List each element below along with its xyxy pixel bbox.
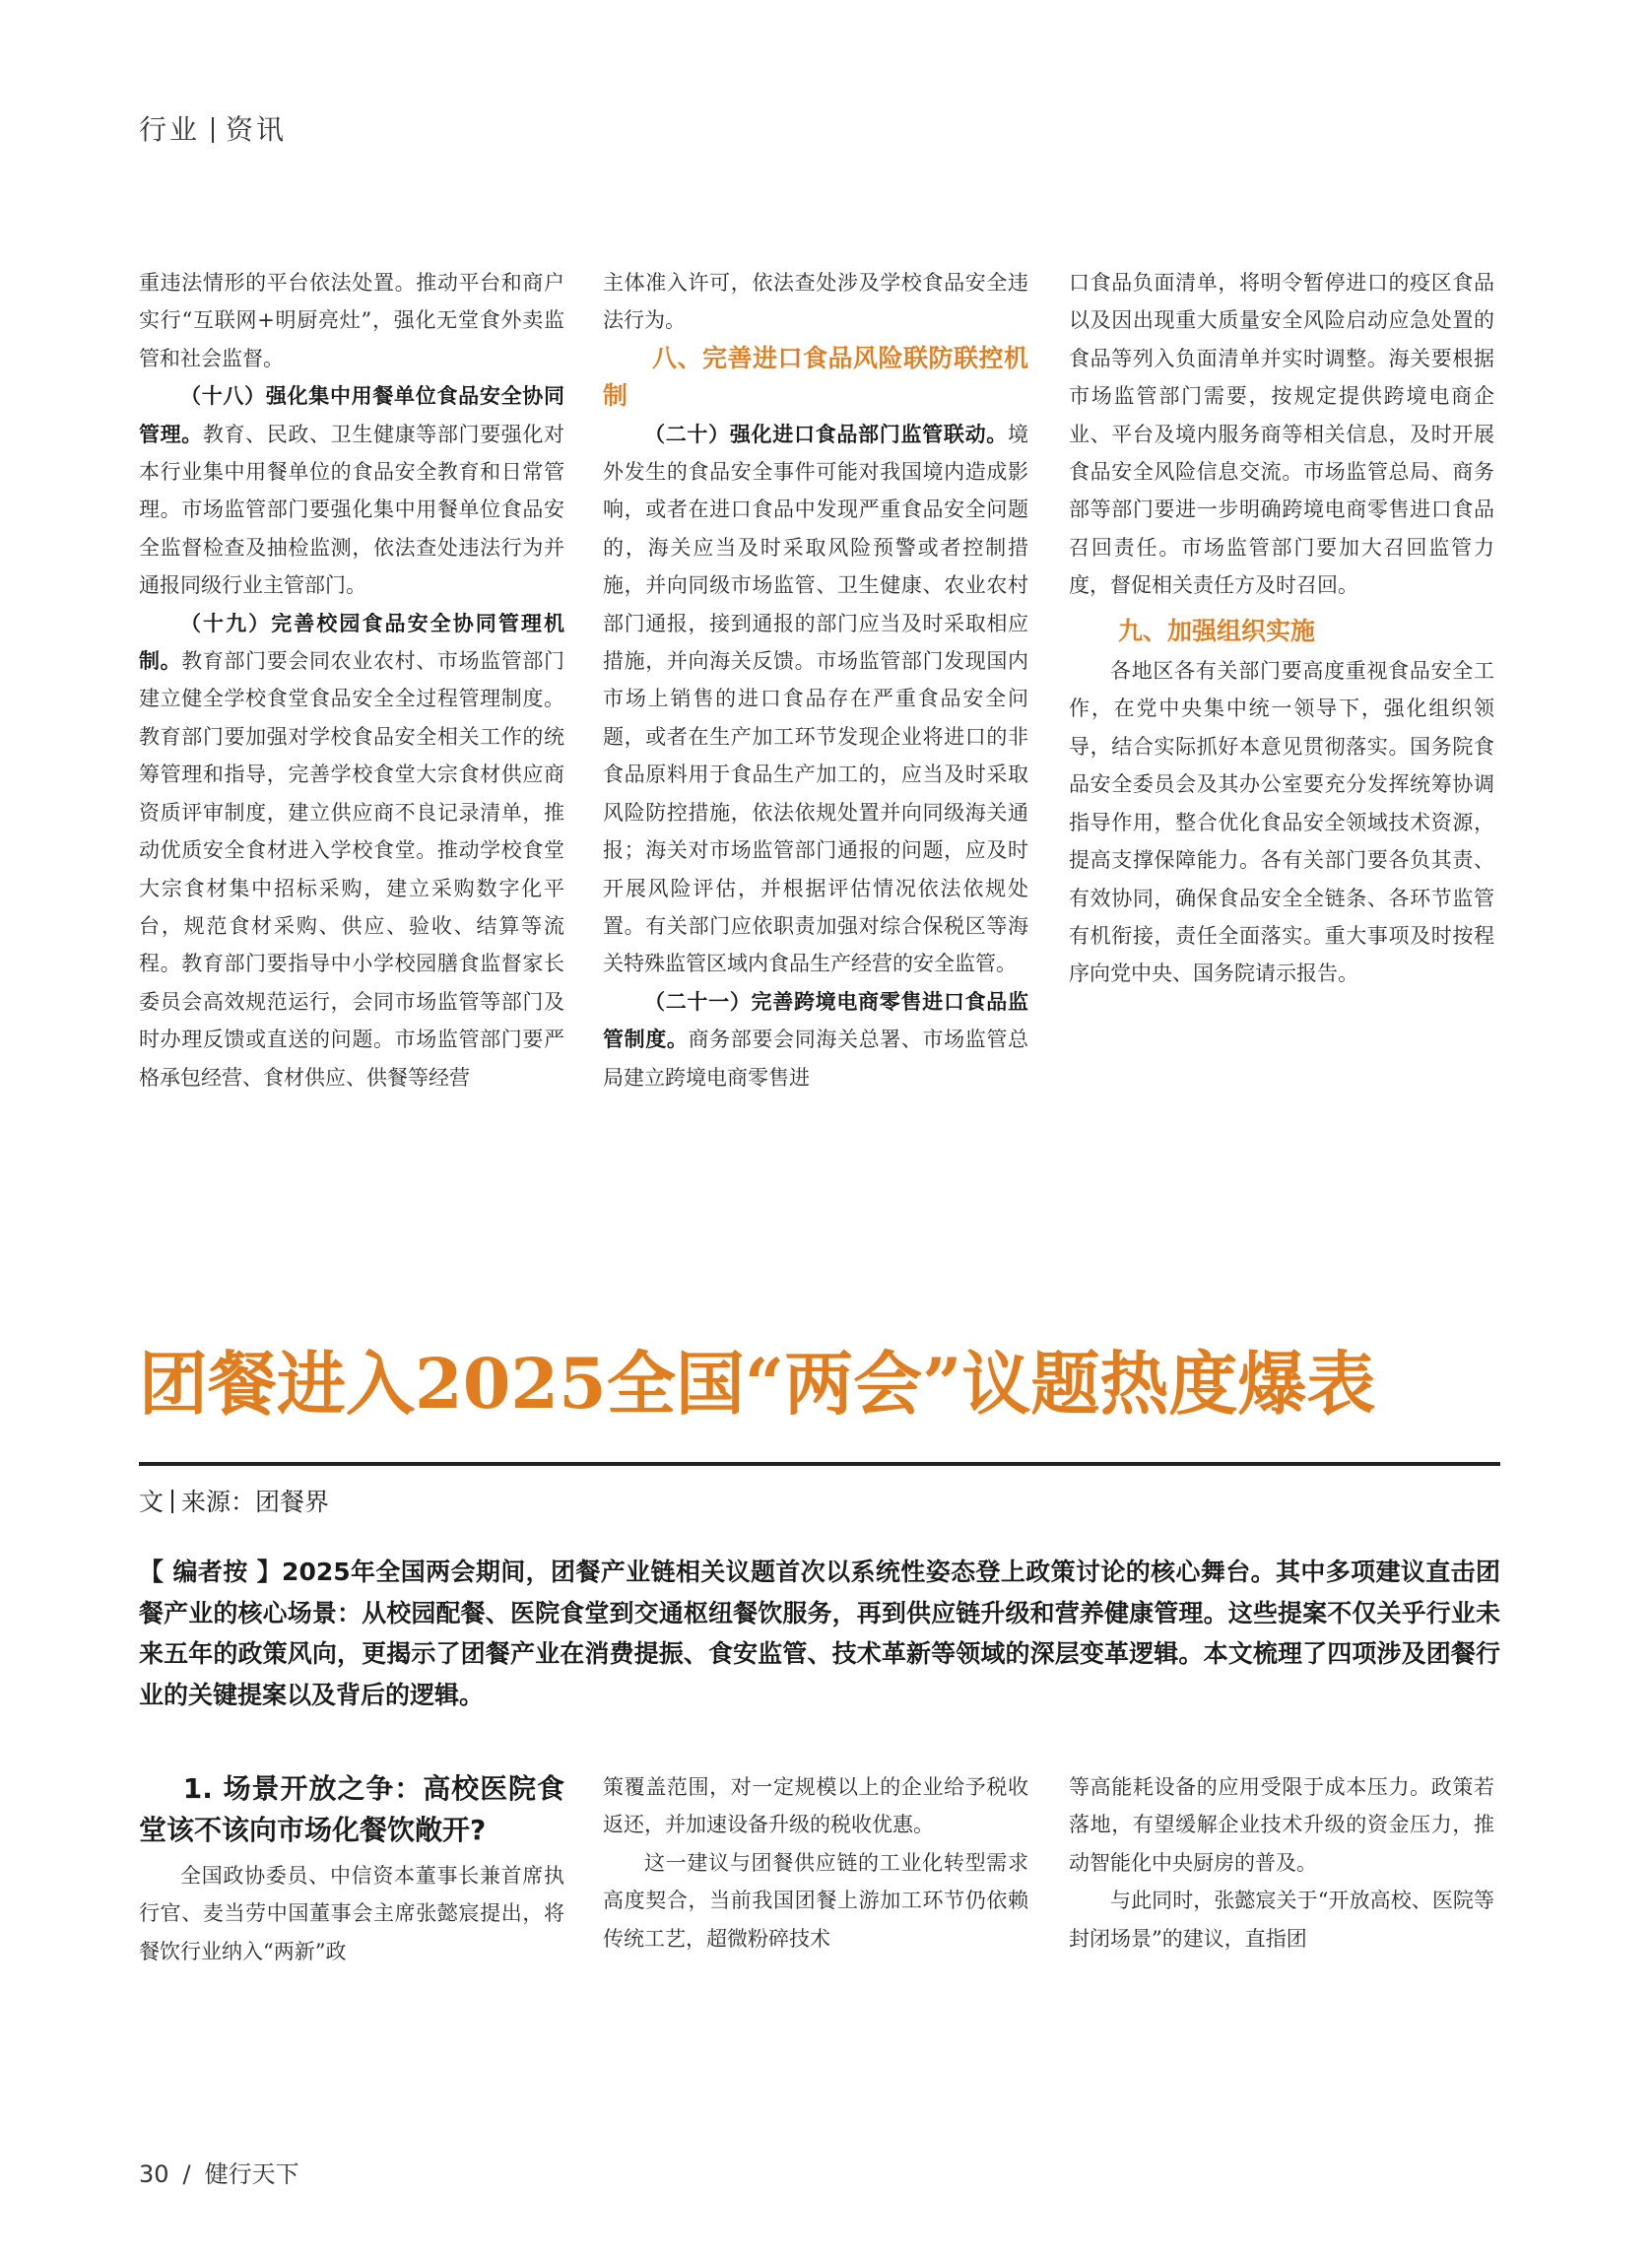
header-divider [212, 117, 214, 143]
column-2 [603, 264, 1028, 1096]
paragraph-text: 教育部门要会同农业农村、市场监管部门建立健全学校食堂食品安全全过程管理制度。教育部门要加强对学校食品安全相关工作的统筹管理和指导，完善学校食堂大宗食材供应商资质评审制度，建立供应商不良记录清单，推动优质安全食材进入学校食堂。推动学校食堂大宗食材集中招标采购，建立采购数字化平台，规范食材采购、供应、验收、结算等流程。教育部门要指导中小学校园膳食监督家长委员会高效规范运行，会同市场监管等部门及时办理反馈或直送的问题。市场监管部门要严格承包经营、食材供应、供餐等经营 [139, 649, 565, 1090]
paragraph: 这一建议与团餐供应链的工业化转型需求高度契合，当前我国团餐上游加工环节仍依赖传统工艺，超微粉碎技术 [603, 1850, 1028, 1951]
article-title: 团餐进入2025全国“两会”议题热度爆表 [139, 1343, 1376, 1425]
magazine-name: 健行天下 [204, 2160, 299, 2188]
subheading: 1. 场景开放之争：高校医院食堂该不该向市场化餐饮敞开? [139, 1772, 564, 1846]
paragraph-lead: （二十一）完善跨境电商零售进口食品监管制度。 [603, 989, 1028, 1052]
source-text: 来源：团餐界 [181, 1488, 330, 1516]
paragraph: 等高能耗设备的应用受限于成本压力。政策若落地，有望缓解企业技术升级的资金压力，推动智能化中央厨房的普及。 [1069, 1775, 1494, 1875]
paragraph-text: 商务部要会同海关总署、市场监管总局建立跨境电商零售进 [603, 1028, 1029, 1090]
subsection-label: 资讯 [226, 113, 288, 146]
column-5 [603, 1768, 1028, 1958]
section-header [139, 108, 287, 148]
paragraph-text: 教育、民政、卫生健康等部门要强化对本行业集中用餐单位的食品安全教育和日常管理。市场监管部门要强化集中用餐单位食品安全监督检查及抽检监测，依法查处违法行为并通报同级行业主管部门。 [139, 422, 565, 598]
article-source [139, 1483, 329, 1518]
footer-slash: / [182, 2160, 191, 2188]
paragraph: 策覆盖范围，对一定规模以上的企业给予税收返还，并加速设备升级的税收优惠。 [603, 1775, 1028, 1837]
paragraph [139, 377, 564, 604]
column-4 [139, 1768, 564, 1970]
paragraph-text: 境外发生的食品安全事件可能对我国境内造成影响，或者在进口食品中发现严重食品安全问题的，海关应当及时采取风险预警或者控制措施，并向同级市场监管、卫生健康、农业农村部门通报，接到通报的部门应当及时采取相应措施，并向海关反馈。市场监管部门发现国内市场上销售的进口食品存在严重食品安全问题，或者在生产加工环节发现企业将进口的非食品原料用于食品生产加工的，应当及时采取风险防控措施，依法依规处置并向同级海关通报；海关对市场监管部门通报的问题，应及时开展风险评估，并根据评估情况依法依规处置。有关部门应依职责加强对综合保税区等海关特殊监管区域内食品生产经营的安全监管。 [603, 422, 1028, 976]
paragraph: 全国政协委员、中信资本董事长兼首席执行官、麦当劳中国董事会主席张懿宸提出，将餐饮行业纳入“两新”政 [139, 1864, 564, 1963]
paragraph [139, 605, 564, 1096]
paragraph-lead: （十八）强化集中用餐单位食品安全协同管理。 [139, 384, 564, 446]
paragraph: 主体准入许可，依法查处涉及学校食品安全违法行为。 [603, 271, 1028, 333]
column-3 [1069, 264, 1494, 993]
paragraph: 各地区各有关部门要高度重视食品安全工作，在党中央集中统一领导下，强化组织领导，结合实际抓好本意见贯彻落实。国务院食品安全委员会及其办公室要充分发挥统筹协调指导作用，整合优化食品安全领域技术资源，提高支撑保障能力。各有关部门要各负其责、有效协同，确保食品安全全链条、各环节监管有机衔接，责任全面落实。重大事项及时按程序向党中央、国务院请示报告。 [1069, 659, 1494, 986]
source-prefix: 文 [139, 1488, 165, 1516]
column-1 [139, 264, 564, 1096]
section-label: 行业 [139, 113, 201, 146]
title-divider [139, 1462, 1500, 1466]
section-heading: 八、完善进口食品风险联防联控机制 [603, 343, 1028, 411]
page-footer [139, 2155, 313, 2189]
paragraph: 口食品负面清单，将明令暂停进口的疫区食品以及因出现重大质量安全风险启动应急处置的食品等列入负面清单并实时调整。海关要根据市场监管部门需要，按规定提供跨境电商企业、平台及境内服务商等相关信息，及时开展食品安全风险信息交流。市场监管总局、商务部等部门要进一步明确跨境电商零售进口食品召回责任。市场监管部门要加大召回监管力度，督促相关责任方及时召回。 [1069, 271, 1494, 598]
page-number: 30 [139, 2160, 169, 2188]
section-heading: 九、加强组织实施 [1118, 616, 1316, 645]
paragraph: 重违法情形的平台依法处置。推动平台和商户实行“互联网+明厨亮灶”，强化无堂食外卖监管和社会监督。 [139, 271, 564, 370]
paragraph [603, 416, 1028, 983]
column-6 [1069, 1768, 1494, 1958]
paragraph: 与此同时，张懿宸关于“开放高校、医院等封闭场景”的建议，直指团 [1069, 1889, 1494, 1951]
source-divider [171, 1490, 173, 1513]
paragraph-lead: （十九）完善校园食品安全协同管理机制。 [139, 611, 564, 674]
editor-note: 【 编者按 】2025年全国两会期间，团餐产业链相关议题首次以系统性姿态登上政策讨论的核心舞台。其中多项建议直击团餐产业的核心场景：从校园配餐、医院食堂到交通枢纽餐饮服务，再到供应链升级和营养健康管理。这些提案不仅关乎行业未来五年的政策风向，更揭示了团餐产业在消费提振、食安监管、技术革新等领域的深层变革逻辑。本文梳理了四项涉及团餐行业的关键提案以及背后的逻辑。 [139, 1558, 1500, 1709]
paragraph [603, 983, 1028, 1096]
paragraph-lead: （二十）强化进口食品部门监管联动。 [644, 422, 1008, 446]
